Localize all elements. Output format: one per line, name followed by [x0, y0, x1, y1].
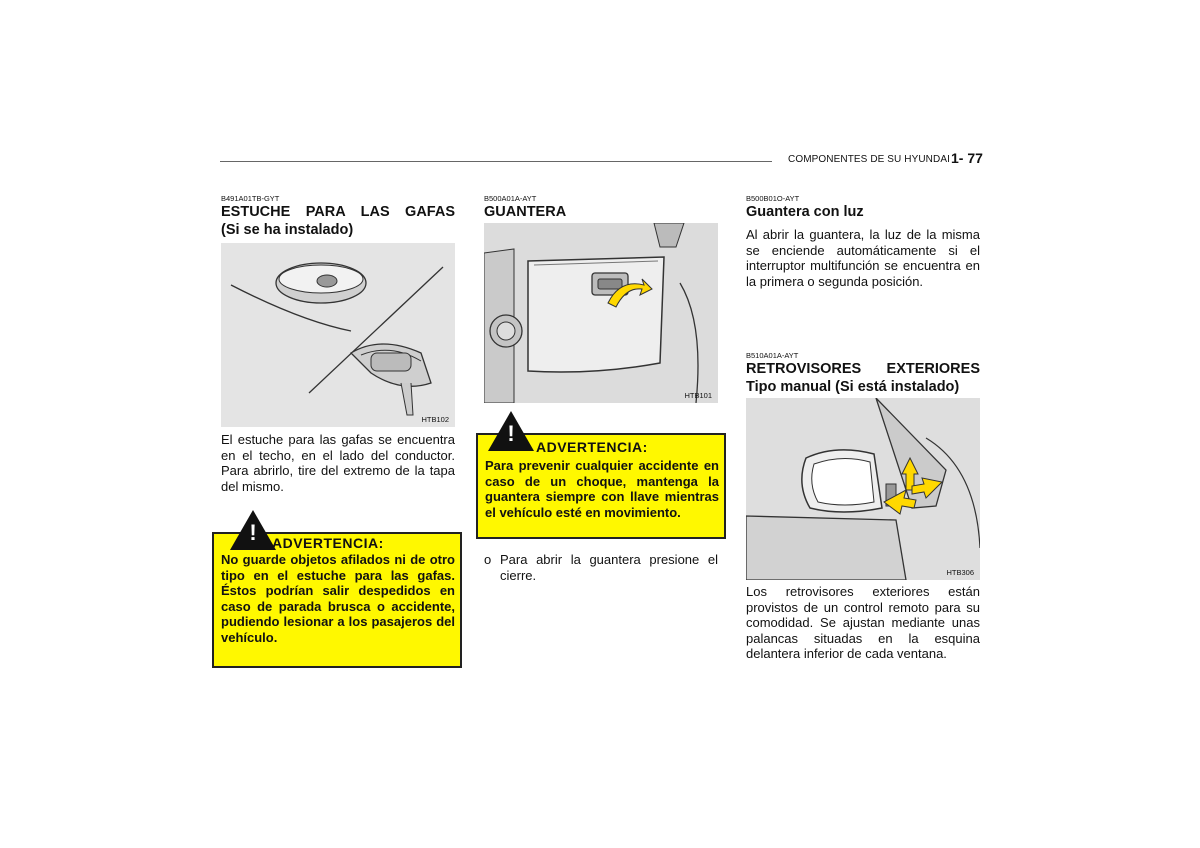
figure-label: HTB102	[421, 415, 449, 424]
section-subtitle: Tipo manual (Si está instalado)	[746, 379, 960, 395]
warning-title: ADVERTENCIA:	[272, 535, 384, 551]
section-title: Guantera con luz	[746, 204, 864, 220]
figure-mirror	[746, 398, 980, 580]
section-title: ESTUCHE PARA LAS GAFAS	[221, 204, 455, 220]
warning-icon-glyph: !	[507, 421, 515, 446]
section-code: B500A01A-AYT	[484, 194, 537, 203]
header-rule	[220, 161, 772, 162]
warning-title: ADVERTENCIA:	[536, 439, 648, 455]
section-subtitle: (Si se ha instalado)	[221, 222, 354, 238]
section-title: GUANTERA	[484, 204, 567, 220]
warning-box	[212, 520, 462, 668]
warning-icon-glyph: !	[249, 520, 257, 545]
body-text: El estuche para las gafas se encuentra en el techo, en el lado del conductor. Para abrirlo, tire del extremo de la tapa del mismo.	[221, 432, 455, 494]
figure-label: HTB306	[946, 568, 974, 577]
figure-glove-box	[484, 223, 718, 403]
glove-box-illustration	[484, 223, 718, 403]
body-text: Al abrir la guantera, la luz de la misma se enciende automáticamente si el interruptor multifunción se encuentra en la primera o segunda posición.	[746, 227, 980, 289]
section-title: RETROVISORES EXTERIORES	[746, 361, 980, 377]
warning-box	[476, 421, 726, 539]
glasses-holder-illustration	[221, 243, 455, 427]
mirror-illustration	[746, 398, 980, 580]
body-text: Los retrovisores exteriores están provistos de un control remoto para su comodidad. Se ajustan mediante unas palancas situadas en la esquina delantera inferior de cada ventana.	[746, 584, 980, 662]
section-code: B491A01TB-GYT	[221, 194, 280, 203]
page-number: 1- 77	[951, 150, 983, 166]
bullet-text: Para abrir la guantera presione el cierre.	[500, 552, 718, 583]
section-code: B500B01O-AYT	[746, 194, 800, 203]
bullet-marker: o	[484, 552, 492, 567]
figure-label: HTB101	[684, 391, 712, 400]
figure-glasses-holder	[221, 243, 455, 427]
warning-text: Para prevenir cualquier accidente en caso de un choque, mantenga la guantera siempre con llave mientras el vehículo esté en movimiento.	[485, 458, 719, 520]
warning-text: No guarde objetos afilados ni de otro tipo en el estuche para las gafas. Éstos podrían salir despedidos en caso de parada brusca o accidente, pudiendo lesionar a los pasajeros del vehículo.	[221, 552, 455, 645]
header-section-title: COMPONENTES DE SU HYUNDAI	[788, 154, 950, 165]
section-code: B510A01A-AYT	[746, 351, 799, 360]
